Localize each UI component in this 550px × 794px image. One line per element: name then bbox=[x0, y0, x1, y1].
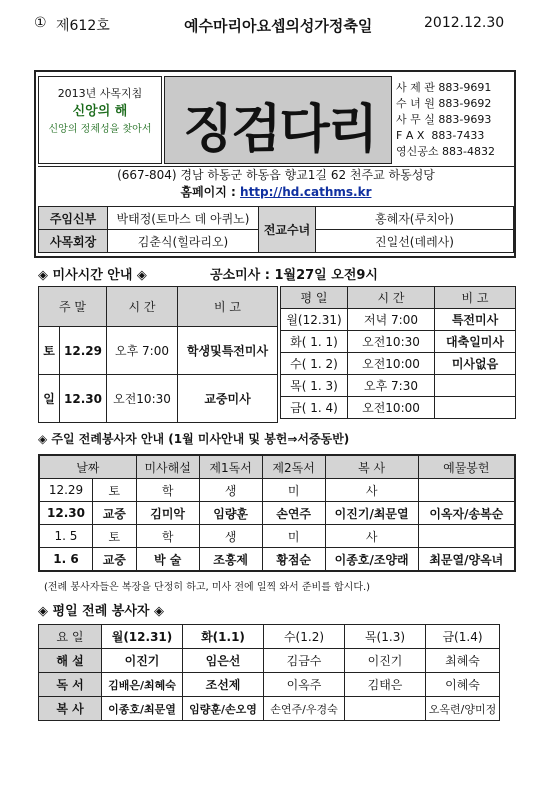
col-header: 요 일 bbox=[39, 625, 102, 649]
weekend-day: 일 bbox=[39, 375, 60, 423]
weekday-note bbox=[435, 397, 516, 419]
weekday: 화( 1. 1) bbox=[281, 331, 348, 353]
pastor-name: 박태정(토마스 데 아퀴노) bbox=[108, 207, 259, 230]
service-note: (전례 봉사자들은 복장을 단정히 하고, 미사 전에 일찍 와서 준비를 합시다.) bbox=[44, 582, 371, 593]
table-row: 1. 5 토 학 생 미 사 bbox=[39, 525, 515, 548]
weekday: 수( 1. 2) bbox=[281, 353, 348, 375]
col-header: 제1독서 bbox=[199, 455, 262, 479]
weekday-time: 오전10:30 bbox=[348, 331, 435, 353]
address-block bbox=[38, 166, 514, 203]
mass-heading: ◈ 미사시간 안내 ◈ bbox=[38, 268, 147, 283]
col-header: 날짜 bbox=[39, 455, 136, 479]
contact-row: 사 무 실 883-9693 bbox=[396, 113, 492, 126]
col-header: 비 고 bbox=[435, 287, 516, 309]
weekday-mass-table bbox=[280, 286, 516, 419]
weekday-note: 대축일미사 bbox=[435, 331, 516, 353]
bulletin-logo bbox=[164, 76, 392, 164]
weekday-service-table bbox=[38, 624, 500, 721]
weekend-date: 12.29 bbox=[60, 327, 107, 375]
contact-list bbox=[396, 80, 514, 160]
weekday: 목( 1. 3) bbox=[281, 375, 348, 397]
weekday-note: 특전미사 bbox=[435, 309, 516, 331]
guideline-motto: 신앙의 해 bbox=[72, 104, 128, 119]
weekend-date: 12.30 bbox=[60, 375, 107, 423]
weekday-time: 오전10:00 bbox=[348, 397, 435, 419]
guideline-sub: 신앙의 정체성을 찾아서 bbox=[48, 124, 152, 135]
table-row: 해 설 이진기 임은선 김금수 이진기 최혜숙 bbox=[39, 649, 500, 673]
table-row: 12.29 토 학 생 미 사 bbox=[39, 479, 515, 502]
contact-row: 사 제 관 883-9691 bbox=[396, 81, 492, 94]
col-header: 복 사 bbox=[325, 455, 418, 479]
contact-row: F A X 883-7433 bbox=[396, 129, 485, 142]
weekday-time: 오전10:00 bbox=[348, 353, 435, 375]
pastoral-guideline-box bbox=[38, 76, 162, 164]
feast-title: 예수마리아요셉의성가정축일 bbox=[184, 17, 373, 35]
issue-mark: ① bbox=[34, 15, 47, 31]
weekday-note bbox=[435, 375, 516, 397]
col-header: 주 말 bbox=[39, 287, 107, 327]
issue-number: 제612호 bbox=[56, 18, 110, 34]
col-header: 시 간 bbox=[107, 287, 178, 327]
nun-name: 홍혜자(루치아) bbox=[316, 207, 514, 230]
col-header: 비 고 bbox=[178, 287, 278, 327]
homepage-link[interactable]: http://hd.cathms.kr bbox=[240, 185, 372, 199]
weekend-time: 오전10:30 bbox=[107, 375, 178, 423]
sunday-service-heading: ◈ 주일 전례봉사자 안내 (1월 미사안내 및 봉헌⇒서중동반) bbox=[38, 432, 350, 446]
weekend-note: 교중미사 bbox=[178, 375, 278, 423]
weekend-mass-table bbox=[38, 286, 278, 423]
col-header: 금(1.4) bbox=[426, 625, 500, 649]
council-name: 김춘식(힐라리오) bbox=[108, 230, 259, 253]
weekday: 월(12.31) bbox=[281, 309, 348, 331]
contact-row: 수 녀 원 883-9692 bbox=[396, 97, 492, 110]
weekend-day: 토 bbox=[39, 327, 60, 375]
guideline-year: 2013년 사목지침 bbox=[57, 87, 143, 100]
table-row: 복 사 이종호/최문열 임량훈/손오영 손연주/우경숙 오옥련/양미정 bbox=[39, 697, 500, 721]
bulletin-date: 2012.12.30 bbox=[424, 15, 505, 31]
col-header: 월(12.31) bbox=[102, 625, 183, 649]
col-header: 평 일 bbox=[281, 287, 348, 309]
nun-name: 진일선(데레사) bbox=[316, 230, 514, 253]
weekday-time: 오후 7:30 bbox=[348, 375, 435, 397]
col-header: 수(1.2) bbox=[264, 625, 345, 649]
council-label: 사목회장 bbox=[39, 230, 108, 253]
bulletin-header bbox=[34, 12, 516, 36]
nuns-label: 전교수녀 bbox=[259, 207, 316, 253]
col-header: 화(1.1) bbox=[183, 625, 264, 649]
col-header: 미사해설 bbox=[136, 455, 199, 479]
address: (667-804) 경남 하동군 하동읍 향교1길 62 천주교 하동성당 bbox=[117, 168, 435, 182]
sunday-service-table bbox=[38, 454, 516, 572]
weekday-service-heading: ◈ 평일 전례 봉사자 ◈ bbox=[38, 604, 165, 619]
table-row: 독 서 김배은/최혜숙 조선제 이옥주 김태은 이혜숙 bbox=[39, 673, 500, 697]
table-row: 12.30 교중 김미악 임량훈 손연주 이진기/최문열 이옥자/송복순 bbox=[39, 502, 515, 525]
weekend-note: 학생및특전미사 bbox=[178, 327, 278, 375]
mission-mass-note: 공소미사 : 1월27일 오전9시 bbox=[210, 268, 378, 283]
col-header: 제2독서 bbox=[262, 455, 325, 479]
table-row: 1. 6 교중 박 술 조홍제 황점순 이종호/조양래 최문열/양옥녀 bbox=[39, 548, 515, 572]
contact-row: 영신공소 883-4832 bbox=[396, 145, 495, 158]
weekend-time: 오후 7:00 bbox=[107, 327, 178, 375]
weekday-note: 미사없음 bbox=[435, 353, 516, 375]
weekday: 금( 1. 4) bbox=[281, 397, 348, 419]
pastor-label: 주임신부 bbox=[39, 207, 108, 230]
homepage: 홈페이지 : http://hd.cathms.kr bbox=[180, 185, 372, 199]
col-header: 목(1.3) bbox=[345, 625, 426, 649]
col-header: 시 간 bbox=[348, 287, 435, 309]
logo-text: 징검다리 bbox=[183, 99, 376, 160]
weekday-time: 저녁 7:00 bbox=[348, 309, 435, 331]
col-header: 예물봉헌 bbox=[418, 455, 515, 479]
staff-table bbox=[38, 206, 514, 253]
